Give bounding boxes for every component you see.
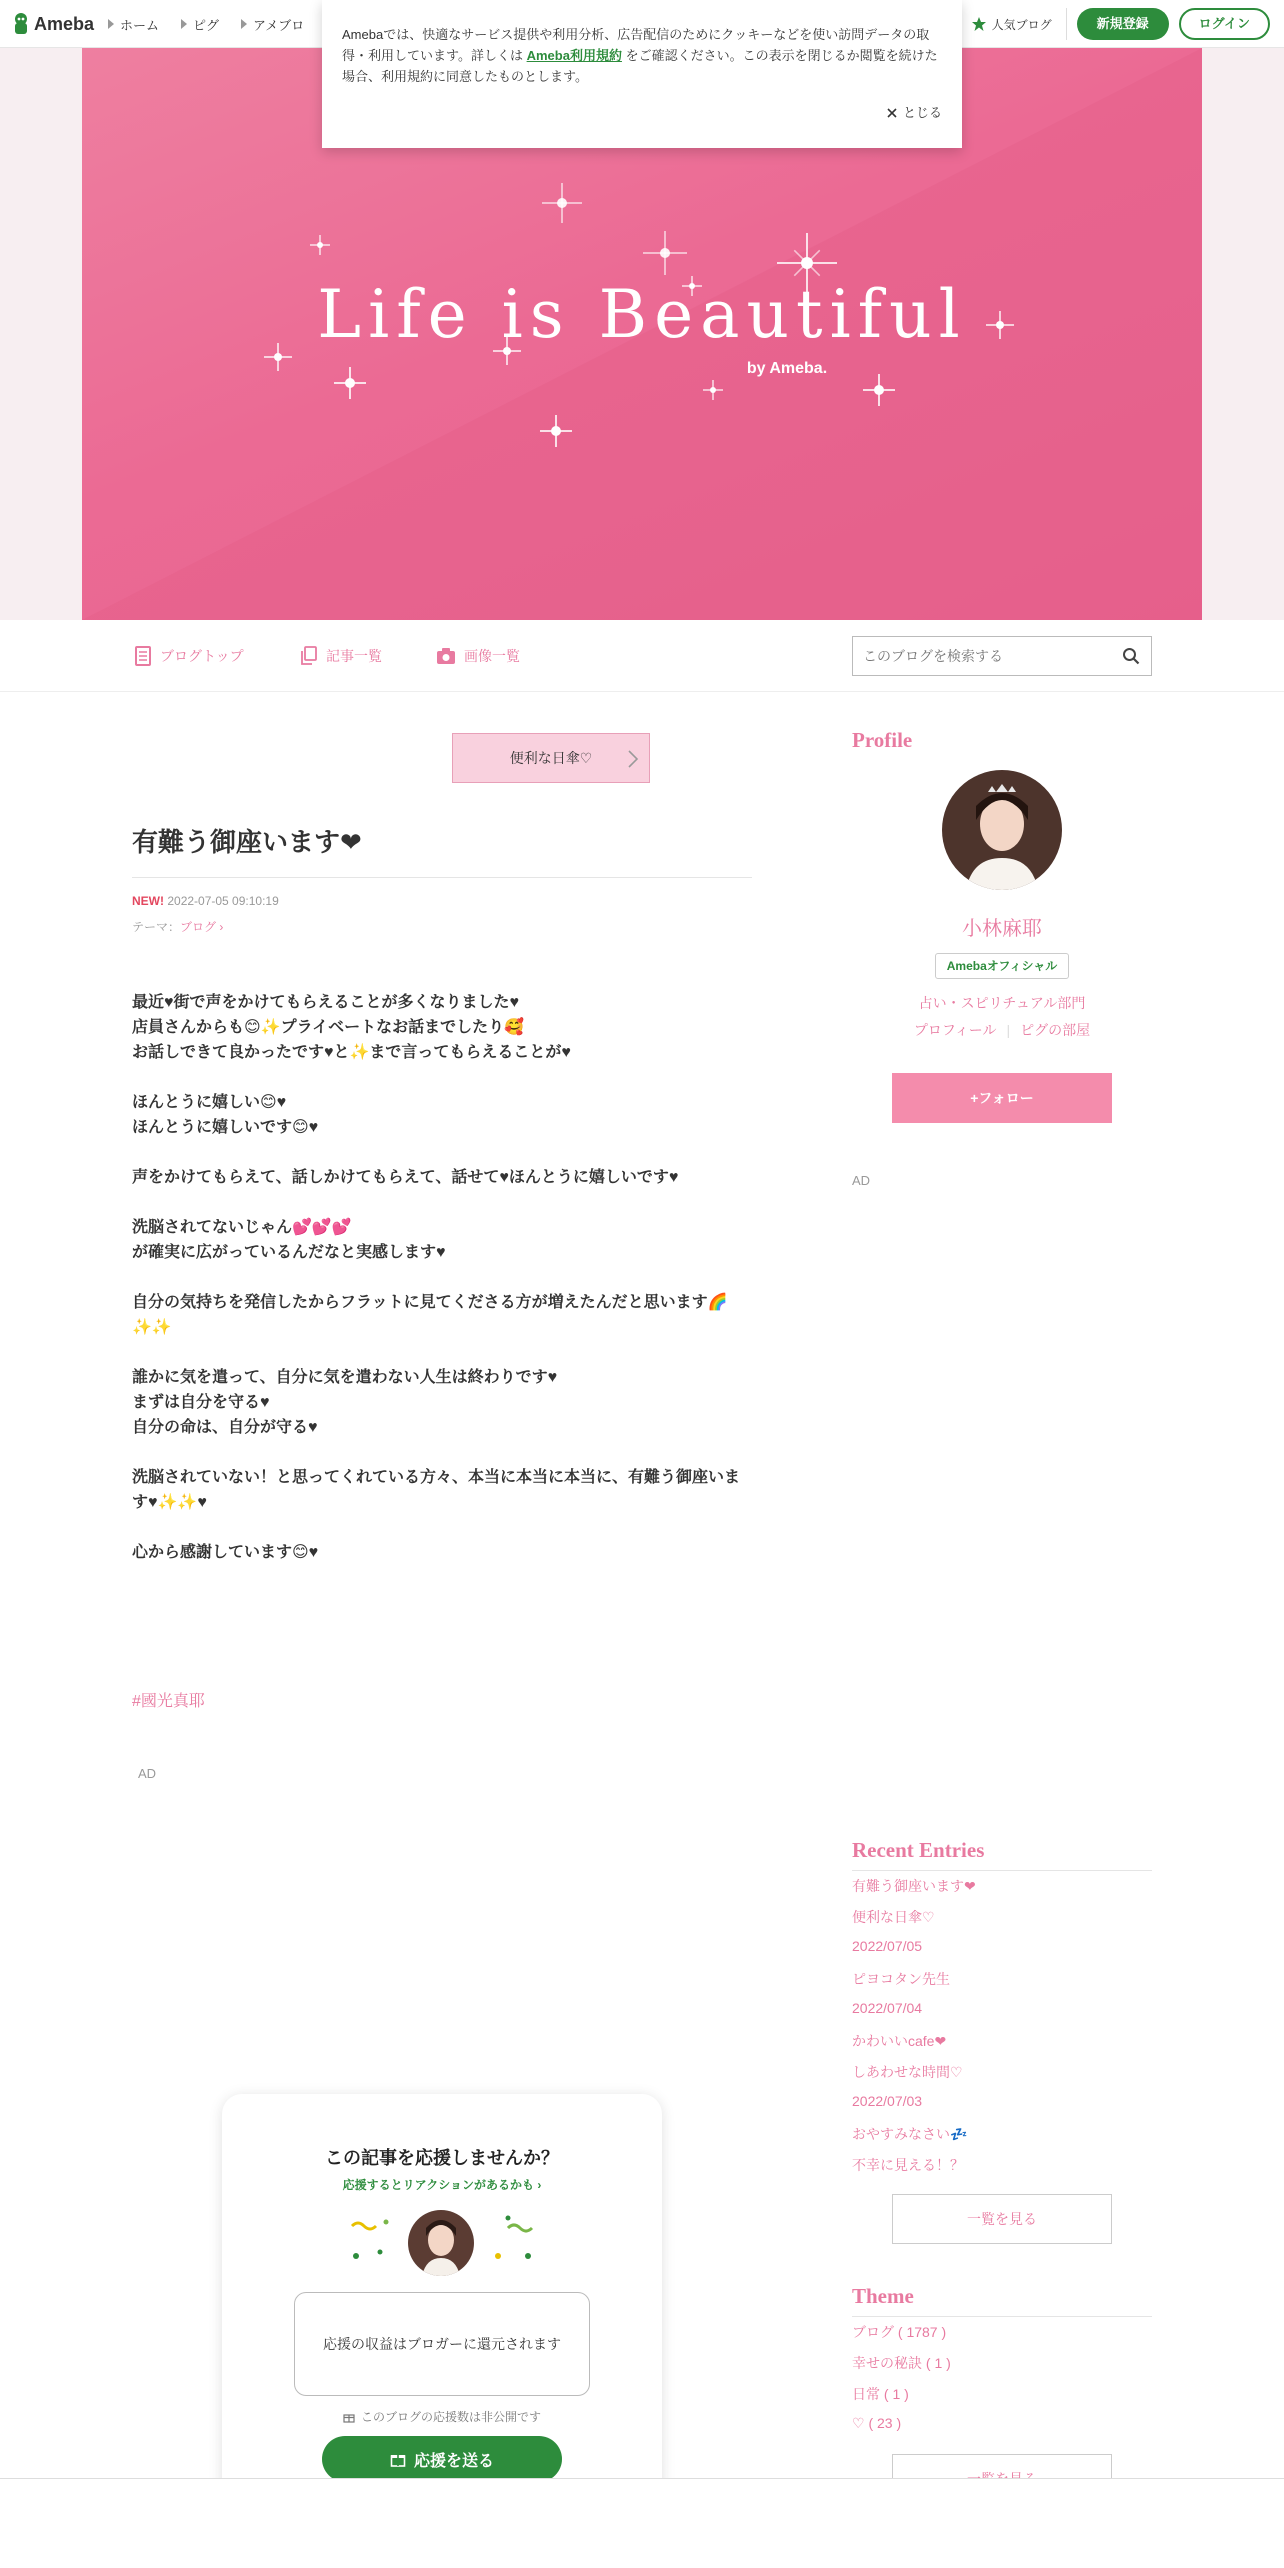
popular-blogs-label: 人気ブログ — [991, 17, 1052, 32]
send-support-button[interactable] — [322, 2436, 562, 2482]
cookie-text-after: をご確認ください。この表示を閉じるか閲覧を続けた場合、利用規約に同意したものとします。 — [342, 48, 938, 84]
body-line: 心から感謝しています😊♥ — [132, 1544, 319, 1561]
new-badge: NEW! — [132, 894, 164, 908]
recent-entries-more-button[interactable]: 一覧を見る — [892, 2194, 1112, 2244]
body-line: 誰かに気を遣って、自分に気を遣わない人生は終わりです♥ — [132, 1369, 558, 1386]
global-nav-pigg[interactable] — [181, 15, 219, 34]
recent-entry-link[interactable]: 不幸に見える！？ — [852, 2157, 964, 2173]
close-icon — [887, 108, 897, 118]
recent-entry-link[interactable]: 2022/07/05 — [852, 1938, 923, 1954]
document-icon — [134, 646, 152, 666]
recent-entry-link[interactable]: 便利な日傘♡ — [852, 1909, 935, 1925]
chevron-right-icon — [627, 749, 639, 769]
adjacent-entry-link[interactable] — [452, 733, 650, 783]
divider — [852, 1870, 1152, 1871]
global-nav-ameblo[interactable] — [241, 15, 304, 34]
cookie-close-label: とじる — [902, 105, 942, 120]
cookie-notice — [322, 0, 962, 148]
search-icon — [1122, 647, 1140, 665]
profile-category-link[interactable]: 占い・スピリチュアル部門 — [918, 995, 1086, 1011]
theme-label: テーマ： — [132, 920, 181, 934]
theme-list — [852, 2322, 1152, 2446]
avatar-image — [408, 2210, 474, 2276]
recent-entry-link[interactable]: 2022/07/04 — [852, 2000, 923, 2016]
bottom-bar — [0, 2478, 1284, 2568]
recent-entry-link[interactable]: 2022/07/03 — [852, 2093, 923, 2109]
support-revenue-box — [294, 2292, 590, 2396]
theme-heading: Theme — [852, 2284, 914, 2308]
support-revenue-text: 応援の収益はブロガーに還元されます — [323, 2336, 561, 2352]
blogger-avatar — [408, 2210, 474, 2276]
recent-entry-link[interactable]: しあわせな時間♡ — [852, 2064, 963, 2080]
header-actions — [971, 8, 1270, 40]
article-body — [132, 990, 752, 1565]
article-theme — [132, 918, 223, 935]
body-line: 店員さんからも😊✨プライベートなお話までしたり🥰 — [132, 1019, 525, 1036]
follow-button[interactable]: +フォロー — [892, 1073, 1112, 1123]
global-nav-label: アメブロ — [253, 17, 305, 33]
theme-link[interactable]: 幸せの秘訣 ( 1 ) — [852, 2355, 951, 2371]
nav-image-list-label: 画像一覧 — [464, 648, 520, 664]
popular-blogs-link[interactable] — [971, 8, 1067, 40]
gift-icon — [343, 2411, 355, 2423]
body-line: 洗脳されてないじゃん💕💕💕 — [132, 1219, 352, 1236]
recent-entry-link[interactable]: おやすみなさい💤 — [852, 2126, 968, 2142]
body-line: まずは自分を守る♥ — [132, 1394, 270, 1411]
theme-link[interactable]: ブログ ( 1787 ) — [852, 2324, 947, 2340]
support-note-text: このブログの応援数は非公開です — [360, 2410, 541, 2424]
chevron-right-icon: › — [216, 920, 224, 934]
blog-byline: by Ameba. — [746, 360, 828, 377]
global-nav-home[interactable] — [108, 15, 159, 34]
body-line: ほんとうに嬉しいです😊♥ — [132, 1119, 319, 1136]
blog-search — [852, 636, 1152, 676]
global-nav-label: ホーム — [120, 17, 160, 33]
official-badge: Amebaオフィシャル — [935, 953, 1069, 979]
recent-entry-link[interactable]: 有難う御座います❤ — [852, 1878, 976, 1894]
profile-heading: Profile — [852, 728, 913, 752]
ameba-logo[interactable] — [12, 12, 94, 36]
logo-text: Ameba — [34, 13, 95, 34]
copy-icon — [300, 646, 318, 666]
body-line: 洗脳されていない！と思ってくれている方々、本当に本当に本当に、有難う御座います♥✨✨♥ — [132, 1469, 741, 1511]
article-date: 2022-07-05 09:10:19 — [167, 894, 279, 908]
profile-links — [852, 1020, 1152, 1040]
search-button[interactable] — [1111, 637, 1151, 675]
support-note — [222, 2408, 662, 2425]
login-button[interactable]: ログイン — [1179, 8, 1270, 40]
nav-entry-list-label: 記事一覧 — [326, 648, 382, 664]
divider — [852, 2316, 1152, 2317]
nav-blog-top-label: ブログトップ — [160, 648, 244, 664]
body-line: ほんとうに嬉しい😊♥ — [132, 1094, 287, 1111]
recent-entries-list — [852, 1876, 1152, 2186]
hashtag-link[interactable]: #國光真耶 — [132, 1693, 205, 1710]
caret-right-icon — [241, 19, 247, 29]
article-meta — [132, 894, 279, 908]
gift-icon — [390, 2451, 406, 2467]
blog-nav — [0, 620, 1284, 692]
blog-title: Life is Beautiful — [317, 276, 967, 353]
support-info-link[interactable]: 応援するとリアクションがあるかも › — [342, 2178, 542, 2192]
ameba-mascot-icon — [12, 12, 30, 36]
body-line: が確実に広がっているんだなと実感します♥ — [132, 1244, 446, 1261]
recent-entry-link[interactable]: ピヨコタン先生 — [852, 1971, 950, 1987]
caret-right-icon — [108, 19, 114, 29]
camera-icon — [436, 647, 456, 665]
send-support-label: 応援を送る — [413, 2452, 494, 2470]
divider: | — [1006, 1022, 1011, 1038]
nav-image-list[interactable] — [436, 646, 520, 666]
nav-entry-list[interactable] — [300, 646, 382, 666]
cookie-text-before: Amebaでは、快適なサービス提供や利用分析、広告配信のためにクッキーなどを使い訪問データの取得・利用しています。詳しくは — [342, 27, 930, 63]
body-line: 最近♥街で声をかけてもらえることが多くなりました♥ — [132, 994, 520, 1011]
body-line: お話しできて良かったです♥と✨まで言ってもらえることが♥ — [132, 1044, 571, 1061]
adjacent-entry-label: 便利な日傘♡ — [509, 750, 593, 766]
global-nav-label: ピグ — [193, 17, 220, 33]
body-line: 自分の気持ちを発信したからフラットに見てくださる方が増えたんだと思います🌈✨✨ — [132, 1294, 728, 1336]
profile-link[interactable]: プロフィール — [913, 1022, 997, 1038]
pigg-room-link[interactable]: ピグの部屋 — [1020, 1022, 1091, 1038]
nav-blog-top[interactable] — [134, 646, 244, 666]
sidebar-ad-label: AD — [852, 1173, 871, 1188]
terms-link[interactable]: Ameba利用規約 — [526, 48, 622, 63]
caret-right-icon — [181, 19, 187, 29]
support-title: この記事を応援しませんか？ — [325, 2148, 559, 2168]
avatar-image — [942, 770, 1062, 890]
recent-entry-link[interactable]: かわいいcafe❤ — [852, 2033, 947, 2049]
profile-avatar[interactable] — [942, 770, 1062, 890]
theme-link[interactable]: ♡ ( 23 ) — [852, 2415, 902, 2431]
cookie-close-button[interactable] — [887, 102, 942, 123]
crown-icon — [971, 16, 987, 32]
theme-link[interactable]: 日常 ( 1 ) — [852, 2386, 909, 2402]
article-title: 有難う御座います❤ — [132, 822, 752, 878]
profile-name[interactable]: 小林麻耶 — [962, 918, 1042, 940]
article-ad-label: AD — [138, 1766, 157, 1781]
register-button[interactable]: 新規登録 — [1077, 8, 1169, 40]
blog-search-input[interactable] — [863, 648, 1111, 664]
body-line: 声をかけてもらえて、話しかけてもらえて、話せて♥ほんとうに嬉しいです♥ — [132, 1169, 679, 1186]
recent-entries-heading: Recent Entries — [852, 1838, 985, 1862]
global-nav — [108, 0, 304, 48]
theme-link[interactable]: ブログ — [180, 920, 217, 934]
body-line: 自分の命は、自分が守る♥ — [132, 1419, 318, 1436]
